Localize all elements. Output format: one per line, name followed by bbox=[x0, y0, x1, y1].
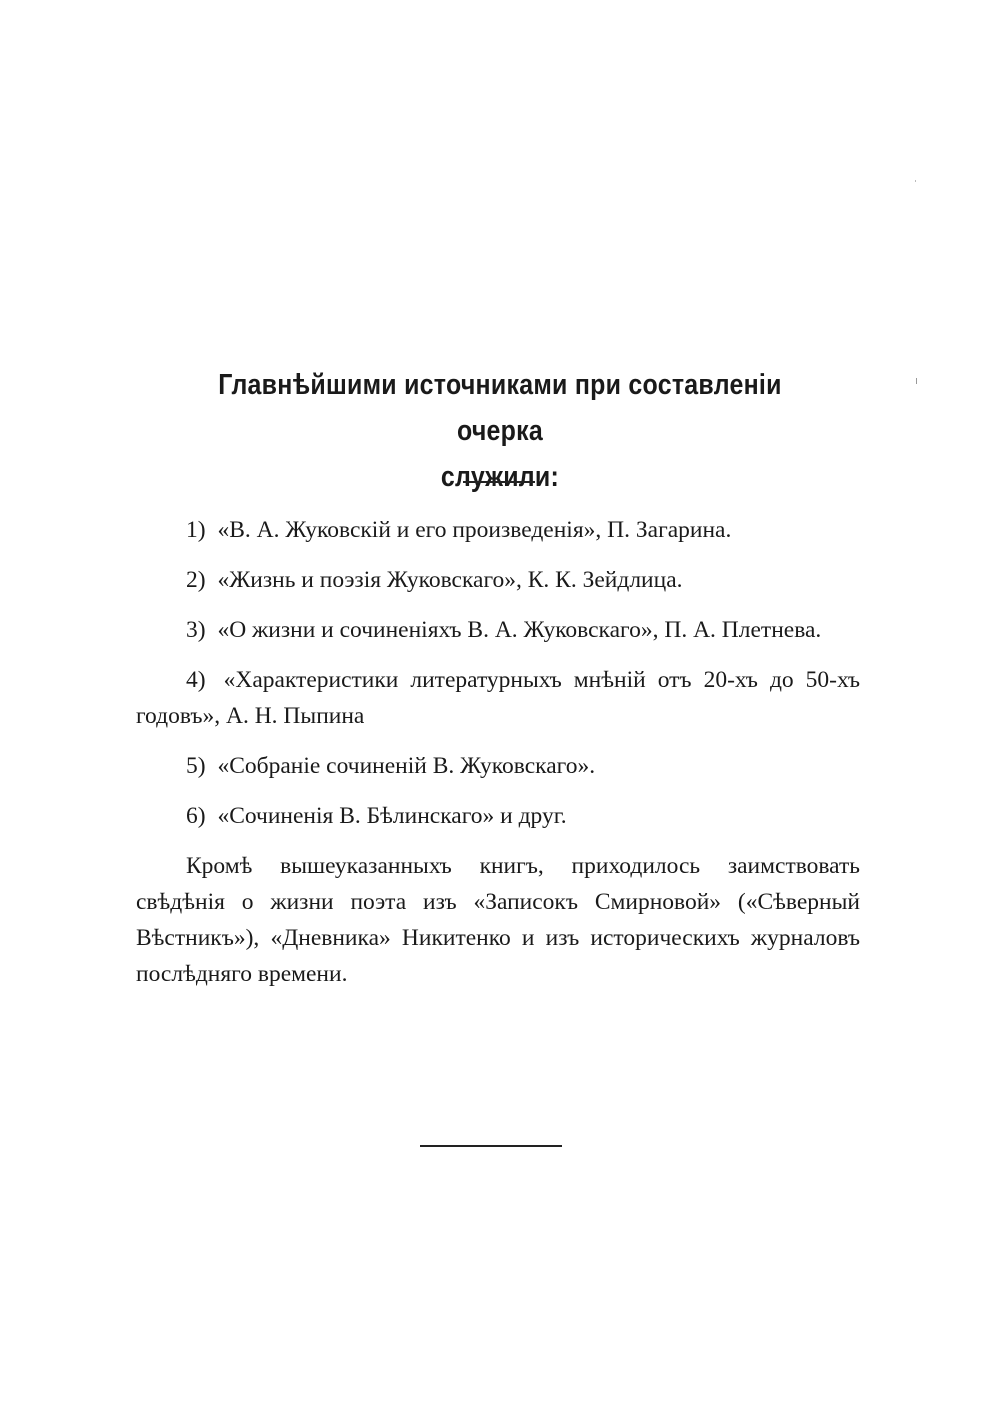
source-text: «Характеристики литературныхъ мнѣній отъ 20-хъ до 50-хъ годовъ», А. Н. Пыпина bbox=[136, 667, 861, 729]
source-item-5 bbox=[136, 748, 860, 784]
source-number: 2) bbox=[186, 567, 206, 593]
source-text: «В. А. Жуковскій и его произведенія», П. Загарина. bbox=[217, 517, 732, 543]
source-number: 4) bbox=[186, 667, 206, 693]
heading-line-2: служили: bbox=[440, 461, 560, 493]
heading-line-1: Главнѣйшими источниками при составленіи очерка bbox=[218, 369, 782, 447]
source-text: «Жизнь и поэзія Жуковскаго», К. К. Зейдлица. bbox=[217, 567, 683, 593]
source-item-6 bbox=[136, 798, 860, 834]
scan-speck bbox=[916, 378, 917, 384]
source-number: 5) bbox=[186, 753, 206, 779]
closing-paragraph: Кромѣ вышеуказанныхъ книгъ, приходилось заимствовать свѣдѣнія о жизни поэта изъ «Записокъ Смирновой» («Сѣверный Вѣстникъ»), «Дневника» Никитенко и изъ историческихъ журналовъ послѣдняго времени. bbox=[136, 853, 860, 987]
source-text: «Собраніе сочиненій В. Жуковскаго». bbox=[217, 753, 596, 779]
source-number: 6) bbox=[186, 803, 206, 829]
source-number: 3) bbox=[186, 617, 206, 643]
page-heading bbox=[182, 362, 818, 500]
scan-speck bbox=[915, 180, 916, 182]
source-item-3 bbox=[136, 612, 860, 648]
source-text: «О жизни и сочиненіяхъ В. А. Жуковскаго», П. А. Плетнева. bbox=[217, 617, 822, 643]
sources-list bbox=[136, 512, 860, 1006]
source-number: 1) bbox=[186, 517, 206, 543]
source-text: «Сочиненія В. Бѣлинскаго» и друг. bbox=[217, 803, 567, 829]
source-item-4 bbox=[136, 662, 860, 734]
heading-divider bbox=[463, 481, 535, 483]
end-divider bbox=[420, 1145, 562, 1147]
source-item-1 bbox=[136, 512, 860, 548]
source-item-2 bbox=[136, 562, 860, 598]
